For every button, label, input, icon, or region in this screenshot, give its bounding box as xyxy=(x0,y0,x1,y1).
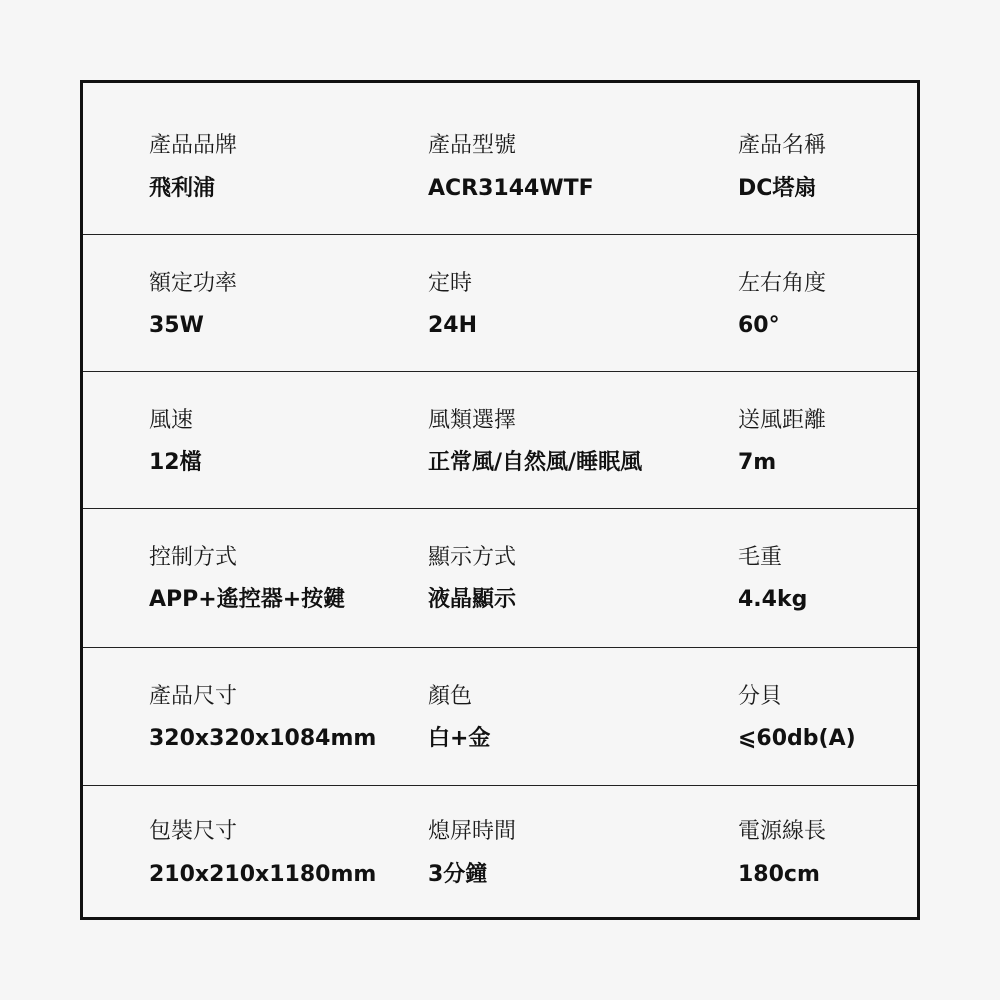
spec-value: 24H xyxy=(428,313,478,338)
spec-label: 包裝尺寸 xyxy=(149,819,238,844)
spec-label: 顏色 xyxy=(428,684,473,709)
spec-value: ⩽60db(A) xyxy=(738,726,856,751)
spec-label: 毛重 xyxy=(738,545,783,570)
spec-label: 產品名稱 xyxy=(738,133,827,158)
spec-label: 產品型號 xyxy=(428,133,517,158)
spec-row xyxy=(83,786,917,920)
spec-value: 12檔 xyxy=(149,450,202,475)
spec-label: 顯示方式 xyxy=(428,545,517,570)
spec-label: 產品品牌 xyxy=(149,133,238,158)
spec-value: 3分鐘 xyxy=(428,862,488,887)
spec-row xyxy=(83,509,917,648)
spec-label: 定時 xyxy=(428,271,473,296)
spec-value: 320x320x1084mm xyxy=(149,726,377,751)
spec-label: 送風距離 xyxy=(738,408,827,433)
spec-label: 產品尺寸 xyxy=(149,684,238,709)
spec-value: 4.4kg xyxy=(738,587,808,612)
spec-label: 風類選擇 xyxy=(428,408,517,433)
spec-row xyxy=(83,83,917,235)
spec-value: 液晶顯示 xyxy=(428,587,517,612)
spec-row xyxy=(83,235,917,372)
spec-table xyxy=(80,80,920,920)
spec-value: DC塔扇 xyxy=(738,176,817,201)
spec-value: 正常風/自然風/睡眠風 xyxy=(428,450,643,475)
spec-label: 電源線長 xyxy=(738,819,827,844)
spec-label: 風速 xyxy=(149,408,194,433)
spec-value: 35W xyxy=(149,313,204,338)
spec-value: 210x210x1180mm xyxy=(149,862,377,887)
spec-value: 飛利浦 xyxy=(149,176,216,201)
spec-value: ACR3144WTF xyxy=(428,176,594,201)
spec-row xyxy=(83,372,917,509)
spec-row xyxy=(83,648,917,786)
spec-label: 額定功率 xyxy=(149,271,238,296)
spec-value: APP+遙控器+按鍵 xyxy=(149,587,346,612)
spec-label: 控制方式 xyxy=(149,545,238,570)
spec-value: 60° xyxy=(738,313,780,338)
spec-value: 白+金 xyxy=(428,726,491,751)
spec-value: 7m xyxy=(738,450,777,475)
spec-label: 左右角度 xyxy=(738,271,827,296)
spec-value: 180cm xyxy=(738,862,820,887)
spec-label: 熄屏時間 xyxy=(428,819,517,844)
spec-label: 分貝 xyxy=(738,684,783,709)
